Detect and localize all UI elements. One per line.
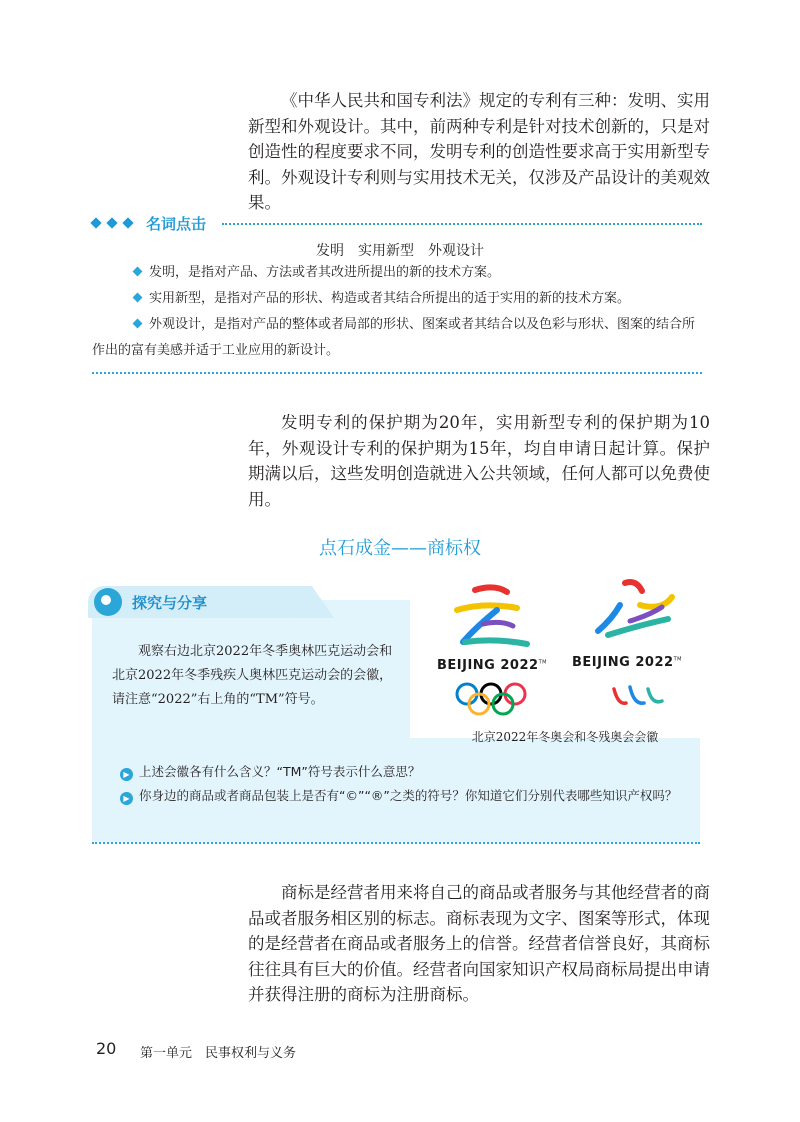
arrow-right-icon: ▶ bbox=[120, 768, 133, 781]
emblem-caption: 北京2022年冬奥会和冬残奥会会徽 bbox=[471, 730, 659, 744]
explore-text: 观察右边北京2022年冬季奥林匹克运动会和北京2022年冬季残疾人奥林匹克运动会的会徽，请注意“2022”右上角的“TM”符号。 bbox=[112, 644, 393, 707]
bullet-icon bbox=[133, 293, 143, 303]
explore-tab bbox=[88, 586, 293, 618]
diamond-icon bbox=[90, 217, 101, 228]
term-list: 发明 实用新型 外观设计 bbox=[316, 243, 484, 259]
wordmark: BEIJING 2022™ bbox=[437, 658, 547, 673]
agitos-icon bbox=[608, 681, 668, 711]
bullet-icon bbox=[133, 267, 143, 277]
wordmark: BEIJING 2022™ bbox=[572, 655, 682, 670]
dotted-divider bbox=[222, 223, 702, 225]
arrow-right-icon: ▶ bbox=[120, 792, 133, 805]
definition-item: 外观设计，是指对产品的整体或者局部的形状、图案或者其结合以及色彩与形状、图案的结合所作出的富有美感并适于工业应用的新设计。 bbox=[92, 317, 696, 358]
trademark-paragraph: 商标是经营者用来将自己的商品或者服务与其他经营者的商品或者服务相区别的标志。商标表现为文字、图案等形式，体现的是经营者在商品或者服务上的信誉。经营者信誉良好，其商标往往具有巨大的价值。经营者向国家知识产权局商标局提出申请并获得注册的商标为注册商标。 bbox=[248, 883, 710, 1004]
term-box-title: 名词点击 bbox=[146, 214, 207, 233]
diamond-icon bbox=[122, 217, 133, 228]
dotted-divider bbox=[92, 372, 702, 374]
olympic-emblem-graphic bbox=[435, 580, 560, 660]
discussion-questions bbox=[120, 760, 700, 808]
question-item: ▶ 上述会徽各有什么含义？“TM”符号表示什么意思？ bbox=[120, 760, 700, 784]
section-title: 点石成金——商标权 bbox=[319, 538, 481, 559]
intro-paragraph: 《中华人民共和国专利法》规定的专利有三种：发明、实用新型和外观设计。其中，前两种专利是针对技术创新的，只是对创造性的程度要求不同，发明专利的创造性要求高于实用新型专利。外观设计专利则与实用技术无关，仅涉及产品设计的美观效果。 bbox=[248, 91, 710, 212]
paralympic-emblem-graphic bbox=[570, 575, 700, 655]
question-item: ▶ 你身边的商品或者商品包装上是否有“©”“®”之类的符号？你知道它们分别代表哪些知识产权吗？ bbox=[120, 784, 700, 808]
diamond-icon bbox=[106, 217, 117, 228]
olympic-rings-icon bbox=[453, 680, 573, 720]
protection-paragraph: 发明专利的保护期为20年，实用新型专利的保护期为10年，外观设计专利的保护期为15年，均自申请日起计算。保护期满以后，这些发明创造就进入公共领域，任何人都可以免费使用。 bbox=[248, 413, 710, 509]
dotted-divider bbox=[92, 842, 700, 844]
term-definitions bbox=[92, 260, 702, 364]
paralympic-emblem bbox=[570, 575, 700, 715]
definition-item: 实用新型，是指对产品的形状、构造或者其结合所提出的适于实用的新的技术方案。 bbox=[92, 286, 702, 312]
page-number: 20 bbox=[96, 1039, 117, 1058]
olympic-emblem bbox=[435, 580, 560, 720]
explore-title: 探究与分享 bbox=[132, 593, 208, 612]
unit-title: 第一单元 民事权利与义务 bbox=[140, 1046, 297, 1061]
bullet-icon bbox=[133, 319, 143, 329]
explore-icon bbox=[94, 588, 122, 616]
term-box-heading bbox=[92, 212, 206, 234]
definition-item: 发明，是指对产品、方法或者其改进所提出的新的技术方案。 bbox=[92, 260, 702, 286]
